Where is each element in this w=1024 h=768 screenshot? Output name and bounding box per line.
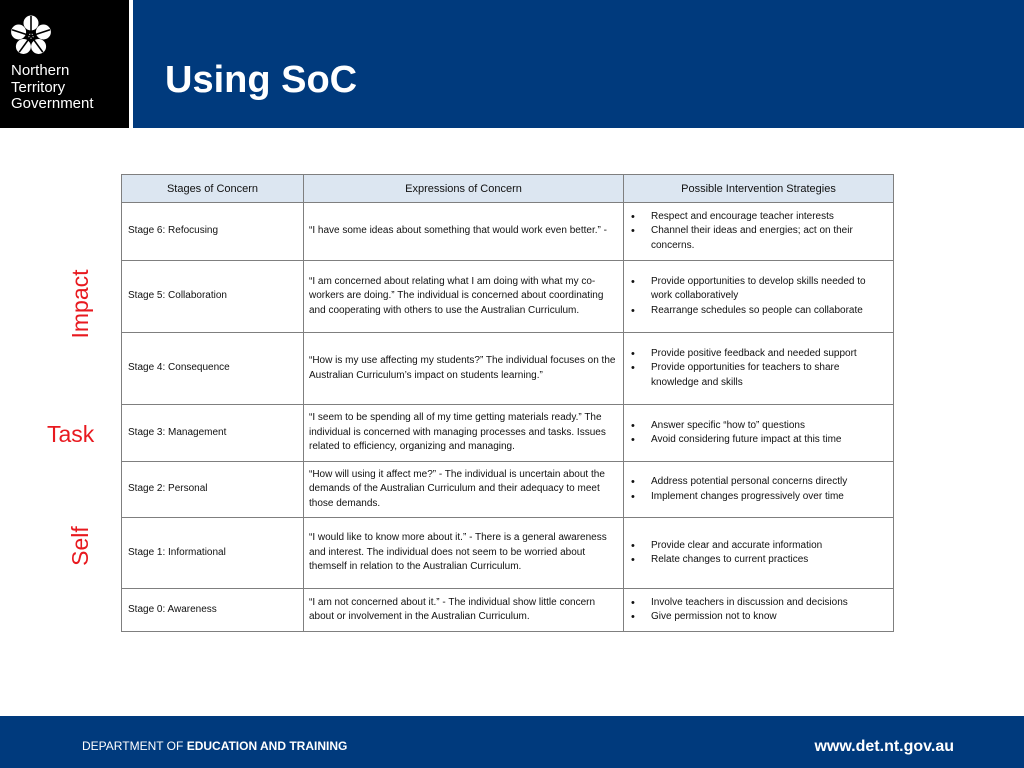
strategy-item: • Implement changes progressively over time	[629, 490, 888, 505]
strategy-item: • Provide clear and accurate information	[629, 539, 888, 554]
expression-cell: “How is my use affecting my students?” The individual focuses on the Australian Curriculum’s impact on students learning.”	[304, 333, 624, 405]
strategy-item: • Provide opportunities to develop skills needed to work collaboratively	[629, 275, 888, 304]
table-row	[122, 405, 894, 462]
expression-cell: “I have some ideas about something that would work even better.” -	[304, 203, 624, 261]
strategy-item: • Address potential personal concerns directly	[629, 475, 888, 490]
department-title: EDUCATION AND TRAINING	[186, 739, 348, 753]
slide-footer	[0, 716, 1024, 768]
stage-cell: Stage 3: Management	[122, 405, 304, 462]
expression-cell: “I am concerned about relating what I am doing with what my co-workers are doing.” The individual is concerned about coordinating and cooperating with others to use the Australian Curriculum.	[304, 261, 624, 333]
stage-cell: Stage 5: Collaboration	[122, 261, 304, 333]
strategies-cell	[624, 518, 894, 589]
department-prefix: DEPARTMENT OF	[82, 739, 184, 753]
logo-line-2: Territory	[11, 78, 66, 96]
table-header-row	[122, 175, 894, 203]
slide-title: Using SoC	[165, 59, 358, 101]
stage-cell: Stage 6: Refocusing	[122, 203, 304, 261]
strategy-item: • Involve teachers in discussion and decisions	[629, 596, 888, 611]
task-label: Task	[47, 421, 95, 447]
table-row	[122, 518, 894, 589]
strategy-item: • Avoid considering future impact at this time	[629, 433, 888, 448]
strategy-item: • Rearrange schedules so people can collaborate	[629, 304, 888, 319]
table-row	[122, 203, 894, 261]
stage-cell: Stage 0: Awareness	[122, 589, 304, 632]
table-row	[122, 462, 894, 518]
strategy-item: • Channel their ideas and energies; act on their concerns.	[629, 224, 888, 253]
strategy-item: • Give permission not to know	[629, 610, 888, 625]
title-bar	[133, 0, 1024, 128]
expression-cell: “I am not concerned about it.” - The individual show little concern about or involvement in the Australian Curriculum.	[304, 589, 624, 632]
impact-label: Impact	[67, 269, 93, 339]
self-label: Self	[67, 526, 93, 566]
logo-text	[11, 63, 126, 113]
stage-cell: Stage 2: Personal	[122, 462, 304, 518]
strategies-cell	[624, 405, 894, 462]
expression-cell: “How will using it affect me?” - The individual is uncertain about the demands of the Australian Curriculum and their adequacy to meet those demands.	[304, 462, 624, 518]
logo-line-3: Government	[11, 95, 94, 112]
expression-cell: “I would like to know more about it.” - There is a general awareness and interest. The individual does not seem to be worried about themself in relation to the Australian Curriculum.	[304, 518, 624, 589]
table-row	[122, 333, 894, 405]
strategies-cell	[624, 462, 894, 518]
table-row	[122, 589, 894, 632]
strategy-item: • Relate changes to current practices	[629, 553, 888, 568]
logo-line-1: Northern	[11, 62, 70, 79]
header-expressions: Expressions of Concern	[304, 175, 624, 203]
strategies-cell	[624, 261, 894, 333]
nt-government-logo	[0, 0, 129, 128]
stage-cell: Stage 4: Consequence	[122, 333, 304, 405]
strategy-item: • Provide opportunities for teachers to share knowledge and skills	[629, 361, 888, 390]
stage-cell: Stage 1: Informational	[122, 518, 304, 589]
strategy-item: • Answer specific “how to” questions	[629, 419, 888, 434]
stages-of-concern-table	[121, 174, 894, 632]
website-url: www.det.nt.gov.au	[814, 738, 954, 755]
strategy-item: • Provide positive feedback and needed support	[629, 347, 888, 362]
strategies-cell	[624, 203, 894, 261]
strategies-cell	[624, 589, 894, 632]
department-name	[82, 739, 347, 753]
strategy-item: • Respect and encourage teacher interests	[629, 210, 888, 225]
header-strategies: Possible Intervention Strategies	[624, 175, 894, 203]
table-row	[122, 261, 894, 333]
expression-cell: “I seem to be spending all of my time getting materials ready.” The individual is concerned with managing processes and tasks. Issues related to efficiency, organizing and managing.	[304, 405, 624, 462]
strategies-cell	[624, 333, 894, 405]
flower-logo-icon	[9, 14, 53, 58]
header-stages: Stages of Concern	[122, 175, 304, 203]
slide-header	[0, 0, 1024, 128]
